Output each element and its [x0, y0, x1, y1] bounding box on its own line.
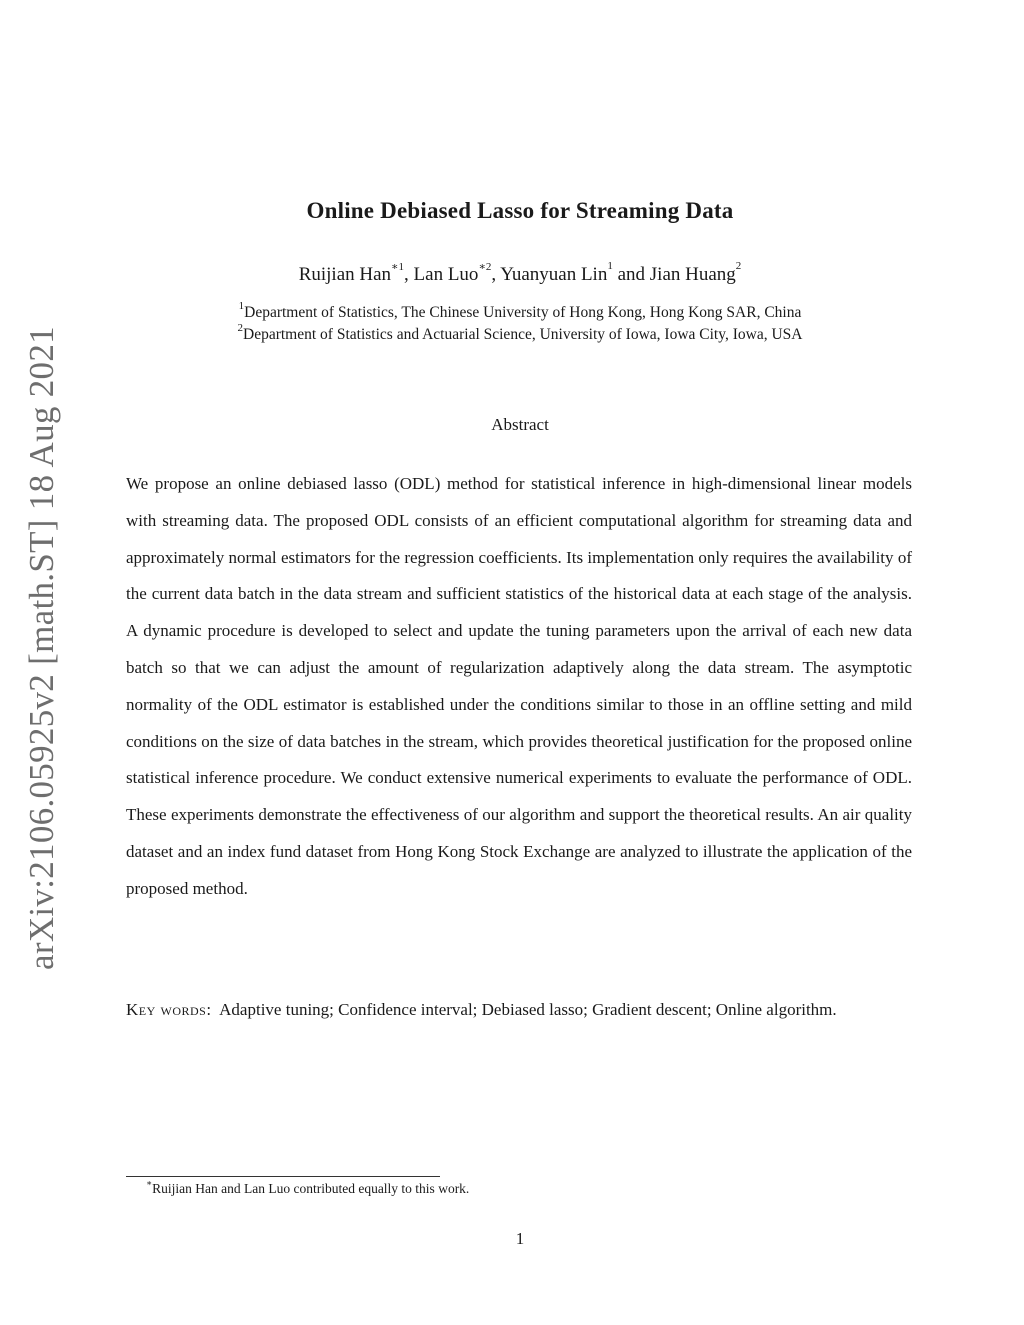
author-separator: and — [612, 264, 650, 285]
author-separator: , — [491, 264, 501, 285]
author-name: Lan Luo — [413, 264, 479, 285]
footnote — [146, 1178, 470, 1197]
footnote-marker: ∗ — [146, 1178, 153, 1188]
footnote-divider — [126, 1176, 440, 1177]
keywords-paragraph — [126, 992, 912, 1029]
affiliation-2 — [0, 322, 1024, 344]
affiliation-marker: 2 — [237, 322, 244, 334]
affiliation-1 — [0, 300, 1024, 322]
keywords-text: Adaptive tuning; Confidence interval; Debiased lasso; Gradient descent; Online algorithm. — [219, 1000, 837, 1019]
author-separator: , — [404, 264, 414, 285]
page-number: 1 — [515, 1229, 525, 1248]
author-marker: 1 — [607, 260, 613, 272]
author-name: Ruijian Han — [298, 264, 392, 285]
author-list — [0, 260, 1024, 286]
affiliation-text: Department of Statistics and Actuarial Science, University of Iowa, Iowa City, Iowa, USA — [243, 326, 803, 343]
affiliation-text: Department of Statistics, The Chinese University of Hong Kong, Hong Kong SAR, China — [244, 304, 802, 321]
keywords-label: Key words: — [126, 1000, 212, 1019]
paper-title: Online Debiased Lasso for Streaming Data — [306, 198, 734, 223]
author-marker: ∗2 — [478, 261, 492, 273]
footnote-text: Ruijian Han and Lan Luo contributed equally to this work. — [152, 1181, 470, 1196]
abstract-heading: Abstract — [491, 415, 549, 434]
author-marker: 2 — [735, 260, 742, 272]
abstract-body: We propose an online debiased lasso (ODL) method for statistical inference in high-dimensional linear models with streaming data. The proposed ODL consists of an efficient computational algorithm for streaming data and approximately normal estimators for the regression coefficients. Its implementation only requires the availability of the current data batch in the data stream and sufficient statistics of the historical data at each stage of the analysis. A dynamic procedure is developed to select and update the tuning parameters upon the arrival of each new data batch so that we can adjust the amount of regularization adaptively along the data stream. The asymptotic normality of the ODL estimator is established under the conditions similar to those in an offline setting and mild conditions on the size of data batches in the stream, which provides theoretical justification for the proposed online statistical inference procedure. We conduct extensive numerical experiments to evaluate the performance of ODL. These experiments demonstrate the effectiveness of our algorithm and support the theoretical results. An air quality dataset and an index fund dataset from Hong Kong Stock Exchange are analyzed to illustrate the application of the proposed method. — [126, 474, 912, 898]
author-name: Jian Huang — [649, 264, 736, 285]
author-marker: ∗1 — [391, 261, 405, 273]
author-name: Yuanyuan Lin — [500, 264, 608, 285]
arxiv-identifier-stamp: arXiv:2106.05925v2 [math.ST] 18 Aug 2021 — [22, 326, 61, 970]
affiliation-marker: 1 — [238, 300, 245, 312]
